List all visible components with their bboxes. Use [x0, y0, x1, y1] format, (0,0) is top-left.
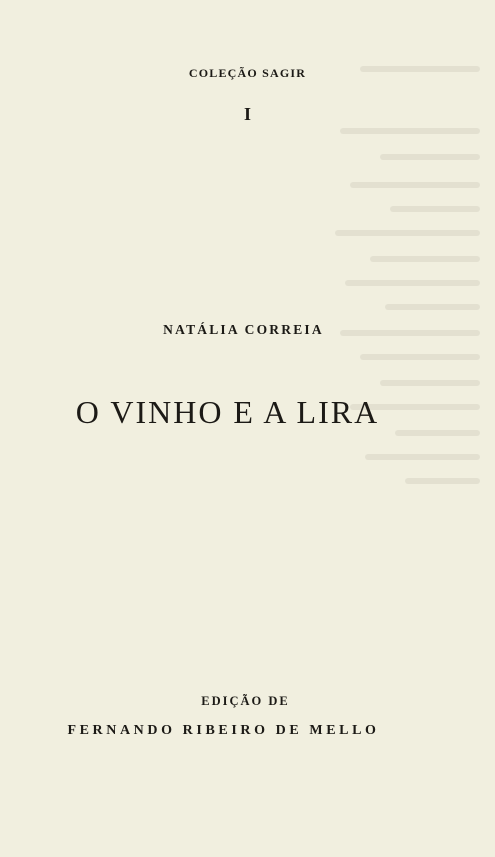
publisher-name: FERNANDO RIBEIRO DE MELLO — [67, 723, 380, 738]
edition-label: EDIÇÃO DE — [201, 694, 290, 708]
collection-name: COLEÇÃO SAGIR — [188, 66, 307, 80]
book-title: O VINHO E A LIRA — [75, 394, 380, 430]
volume-number: I — [243, 104, 251, 124]
author-name: NATÁLIA CORREIA — [163, 322, 324, 337]
